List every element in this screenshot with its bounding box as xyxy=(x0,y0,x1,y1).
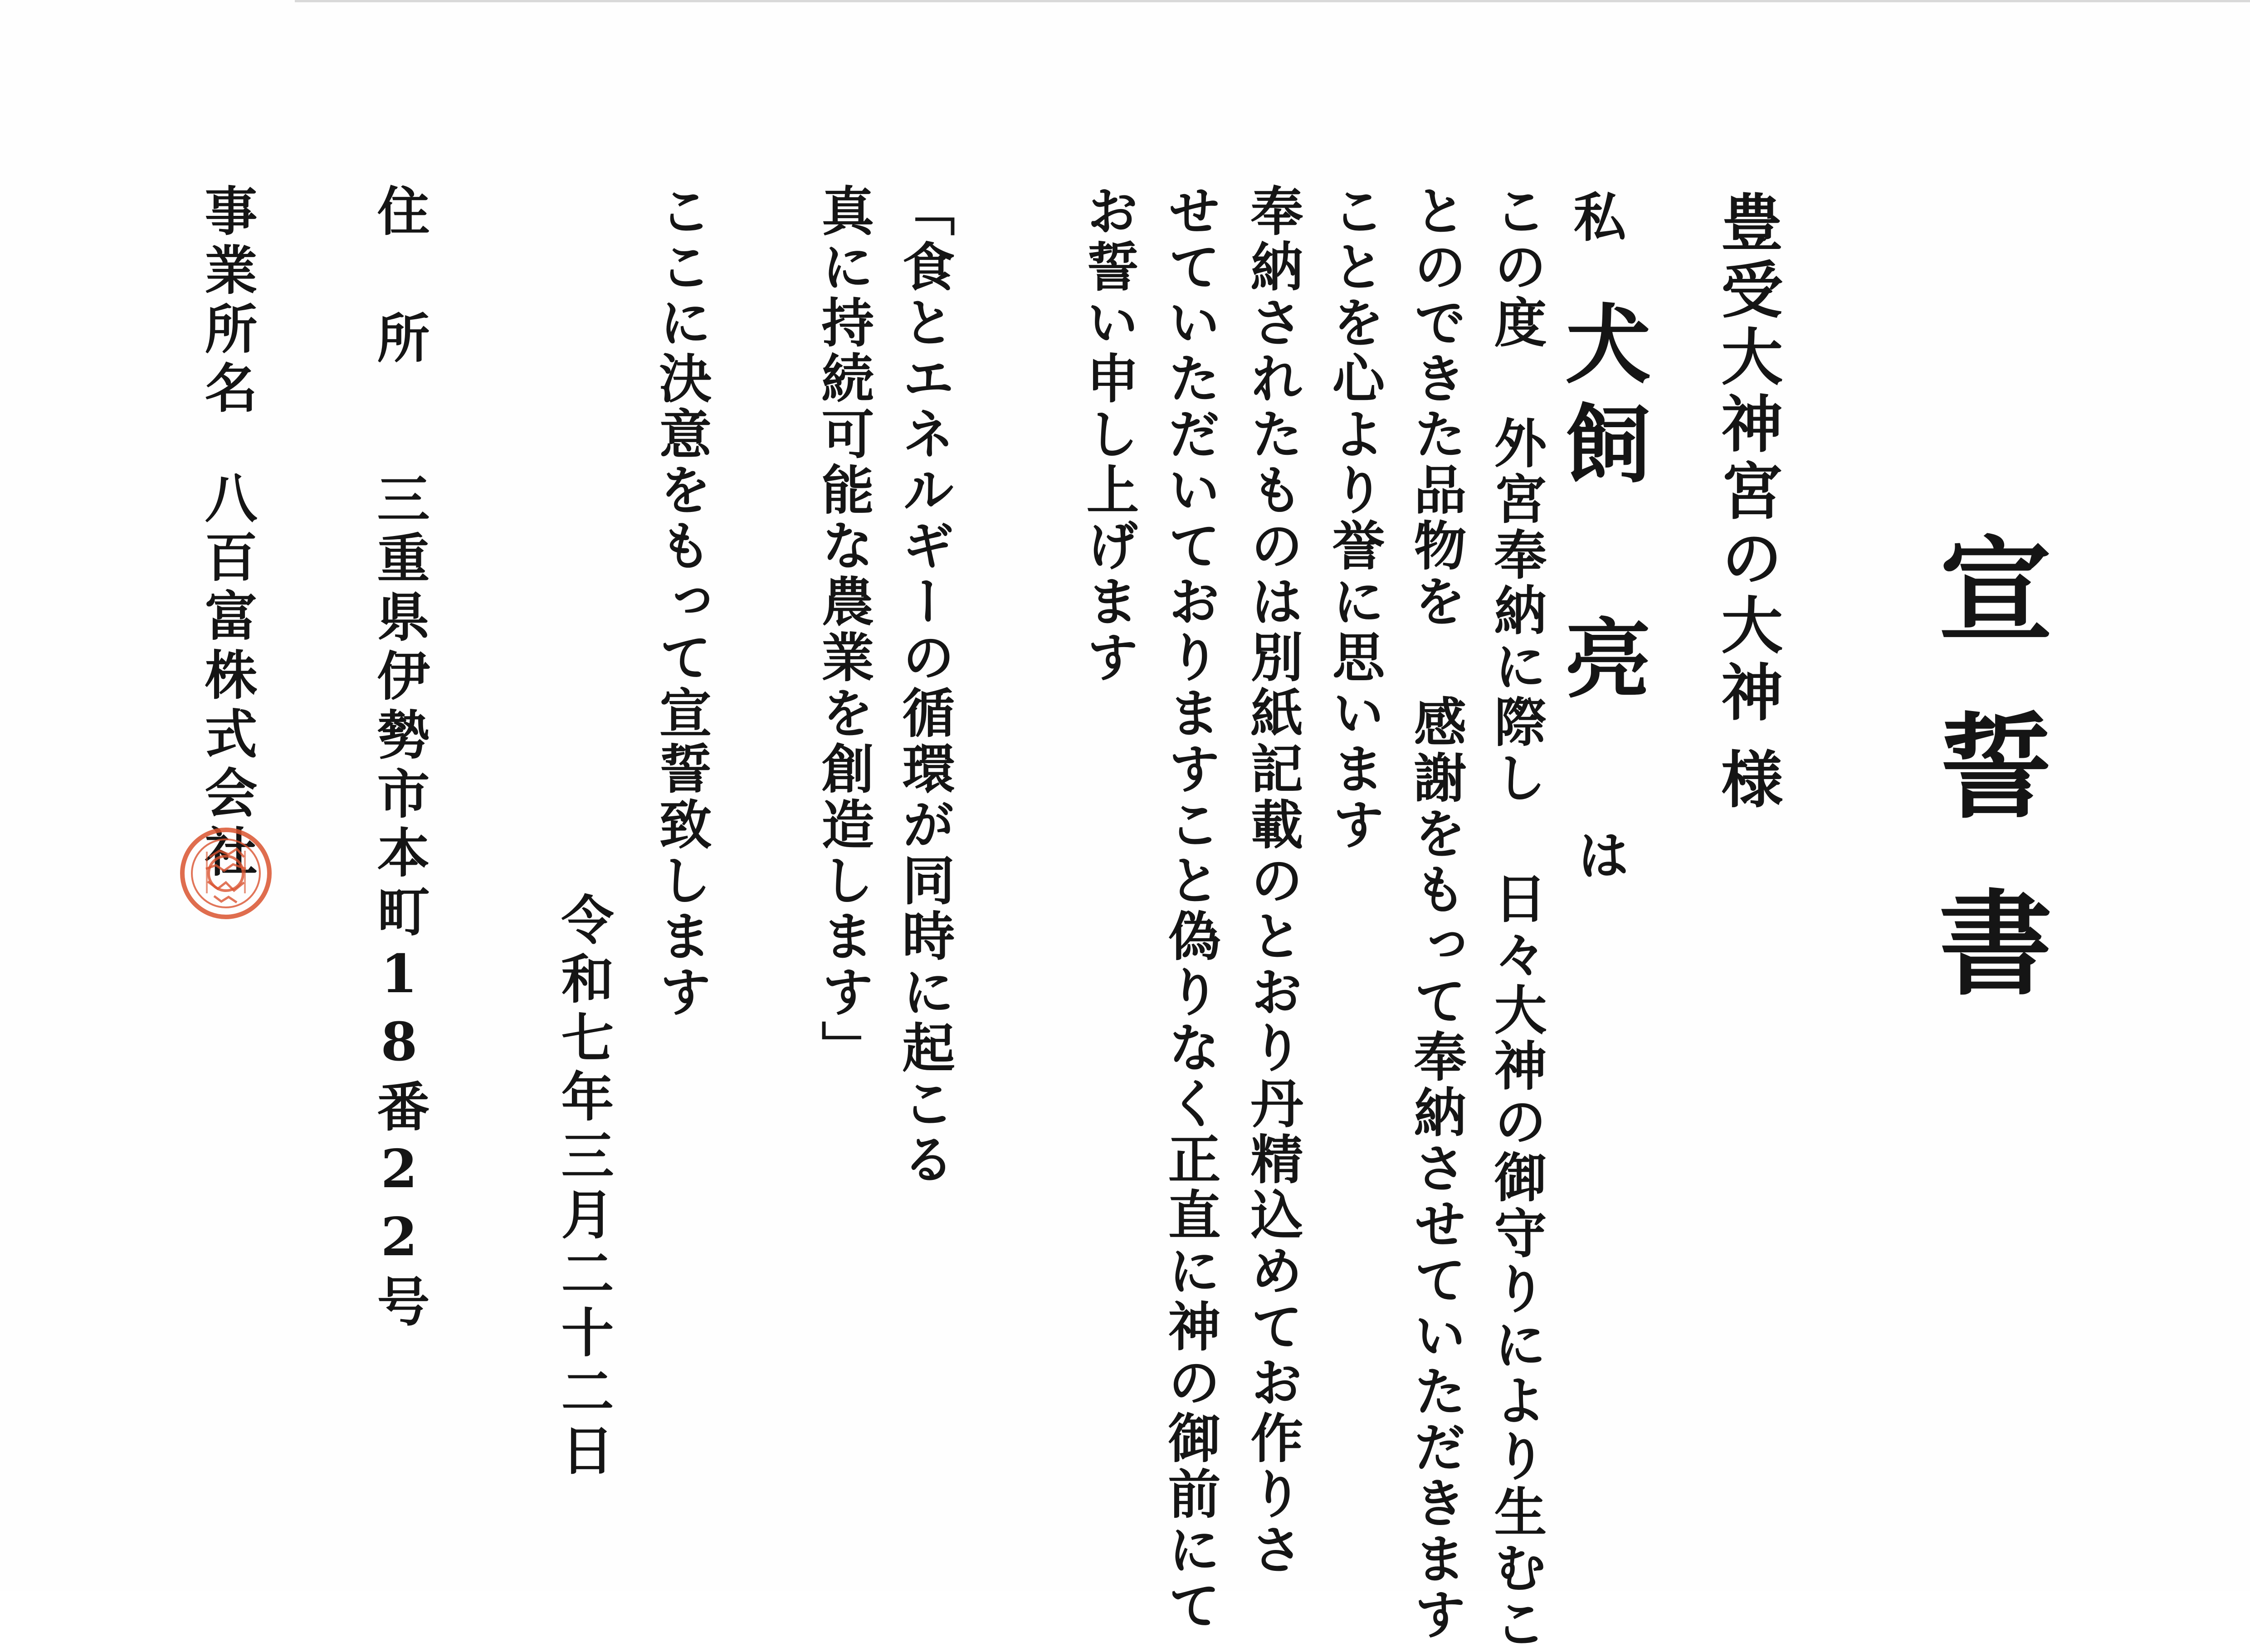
body-line-2: とのできた品物を 感謝をもって奉納させていただきます xyxy=(1405,184,1467,1643)
company-label: 事業所名 xyxy=(196,184,258,419)
pledger-name: 犬飼 亮 xyxy=(1551,299,1652,713)
document-title: 宣誓書 xyxy=(1920,531,2053,1061)
body-line-5: せていただいておりますこと偽りなく正直に神の御前にて xyxy=(1159,184,1221,1634)
body-line-4: 奉納されたものは別紙記載のとおり丹精込めてお作りさ xyxy=(1242,184,1303,1578)
address-value: 三重県伊勢市本町18番22号 xyxy=(368,472,430,1333)
motto-line-1: 「食とエネルギーの循環が同時に起こる xyxy=(893,184,955,1188)
body-line-1: この度 外宮奉納に際し 日々大神の御守りにより生むこ xyxy=(1485,184,1547,1652)
body-line-3: ことを心より誉に思います xyxy=(1323,184,1385,853)
address-label: 住 所 xyxy=(368,184,430,370)
addressee-name: 豊受大神宮の大神 xyxy=(1710,190,1783,727)
pledger-topic-particle: は xyxy=(1568,828,1630,881)
company-seal-icon xyxy=(178,825,274,921)
scan-edge xyxy=(295,0,2250,2)
document-date: 令和七年三月二十二日 xyxy=(552,892,614,1482)
closing-statement: ここに決意をもって宣誓致します xyxy=(650,184,712,1020)
company-name: 八百富株式会社 xyxy=(196,471,258,883)
motto-line-2: 真に持続可能な農業を創造します」 xyxy=(813,184,874,1076)
addressee-honorific: 様 xyxy=(1710,747,1783,814)
body-line-6: お誓い申し上げます xyxy=(1078,184,1139,686)
pledger-pronoun: 私 xyxy=(1565,190,1626,242)
